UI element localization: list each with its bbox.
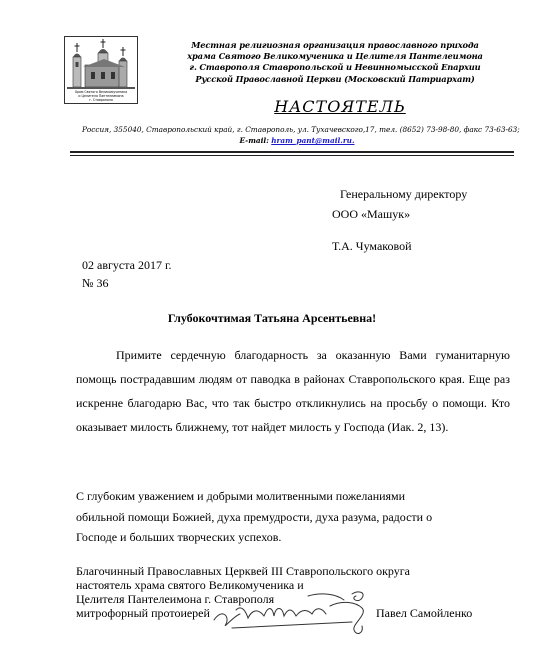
greeting: Глубокочтимая Татьяна Арсентьевна! <box>167 311 377 325</box>
org-line-3: г. Ставрополя Ставропольской и Невинномысской Епархии <box>189 62 481 73</box>
signer-role-2: настоятель храма святого Великомученика и <box>76 578 304 592</box>
addressee-company: ООО «Машук» <box>332 207 411 221</box>
letter-date: 02 августа 2017 г. <box>82 258 172 272</box>
signer-role-3: Целителя Пантелеимона г. Ставрополя <box>76 592 275 606</box>
closing-block <box>76 486 510 548</box>
addressee-name: Т.А. Чумаковой <box>332 239 412 253</box>
organization-name <box>160 40 510 85</box>
address-line: Россия, 355040, Ставропольский край, г. Ставрополь, ул. Тухачевского,17, тел. (8652) 73-98-80, факс 73-63-63; <box>82 125 520 134</box>
email-label: E-mail: <box>239 136 269 145</box>
org-line-1: Местная религиозная организация православного прихода <box>191 40 479 50</box>
closing-line-1: С глубоким уважением и добрыми молитвенными пожеланиями <box>76 489 406 503</box>
email-line <box>82 135 512 146</box>
letter-number: № 36 <box>82 276 109 290</box>
addressee-position: Генеральному директору <box>340 187 468 201</box>
signer-name: Павел Самойленко <box>376 606 473 620</box>
logo-caption-3: г. Ставрополя <box>89 98 113 102</box>
org-line-2: храма Святого Великомученика и Целителя Пантелеимона <box>187 51 483 62</box>
closing-line-3: Господе и больших творческих успехов. <box>76 530 282 544</box>
header-divider-thick <box>70 151 514 153</box>
rector-title: НАСТОЯТЕЛЬ <box>274 97 406 116</box>
header-divider-thin <box>70 155 514 156</box>
church-icon <box>65 37 137 103</box>
closing-line-2: обильной помощи Божией, духа премудрости, духа разума, радости о <box>76 509 433 524</box>
signer-role-1: Благочинный Православных Церквей III Ставропольского округа <box>76 564 411 578</box>
org-line-4: Русской Православной Церкви (Московский Патриархат) <box>195 73 475 84</box>
signer-rank: митрофорный протоиерей <box>76 606 210 620</box>
email-link[interactable]: hram_pant@mail.ru. <box>271 136 355 145</box>
logo-caption-2: и Целителя Пантелеимона <box>78 94 124 98</box>
letter-paragraph: Примите сердечную благодарность за оказанную Вами гуманитарную помощь пострадавшим людям от паводка в районах Ставропольского края. Еще раз искренне благодарю Вас, что так быстро откликнулись на просьбу о помощи. Кто оказывает милость ближнему, тот найдет милость у Господа (Иак. 2, 13). <box>76 348 510 434</box>
address-block <box>82 124 520 146</box>
handwritten-signature <box>212 586 412 638</box>
parish-logo <box>64 36 138 104</box>
logo-caption-1: Храм Святого Великомученика <box>74 90 128 94</box>
